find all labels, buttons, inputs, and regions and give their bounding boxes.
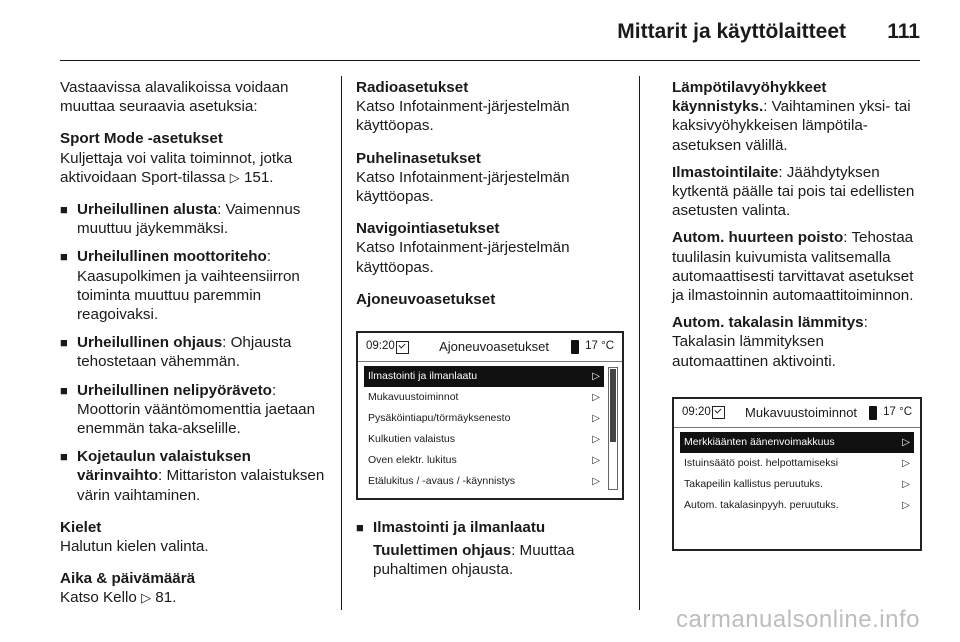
settings-menu [358,362,610,498]
bullet-text: : Mittariston valaistuksen värin vaihtaminen. [77,467,325,504]
sport-heading: Sport Mode -asetukset [60,130,223,148]
setting-item [672,78,922,155]
watermark: carmanualsonline.info [676,606,920,633]
chevron-right-icon: ▷ [592,412,600,424]
menu-item-label: Etälukitus / -avaus / -käynnistys [368,474,516,487]
chevron-right-icon: ▷ [902,436,910,448]
list-item [60,200,328,238]
navi-text: Katso Infotainment-järjestelmän käyttöopas. [356,239,570,276]
setting-label: Autom. huurteen poisto [672,229,844,247]
setting-label: Autom. takalasin lämmitys [672,314,864,332]
menu-item[interactable] [680,453,914,474]
phone-icon [571,340,579,354]
intro-text: Vastaavissa alavalikoissa voidaan muuttaa seuraavia asetuksia: [60,79,289,116]
setting-text: : Jäähdytyksen kytkentä päälle tai pois tai edellisten asetusten valinta. [672,163,915,220]
chevron-right-icon: ▷ [902,499,910,511]
column-divider-1 [341,76,342,610]
check-icon [712,406,725,419]
kielet-text: Halutun kielen valinta. [60,538,209,556]
screen-status-bar [358,333,622,362]
list-item [60,381,328,439]
bullet-label: Urheilullinen ohjaus [77,334,223,352]
setting-text: : Takalasin lämmityksen automaattinen aktivointi. [672,314,868,370]
menu-item-label: Istuinsäätö poist. helpottamiseksi [684,456,839,469]
sport-text: Kuljettaja voi valita toiminnot, jotka aktivoidaan Sport-tilassa [60,149,293,186]
menu-item[interactable] [364,408,604,429]
menu-item[interactable] [364,429,604,450]
setting-text: : Tehostaa tuulilasin kuivumista valitsemalla automaattisesti tarvittavat asetukset ja ilmastoinnin automaattitoiminnon. [672,229,914,305]
radio-heading: Radioasetukset [356,79,469,96]
list-item [356,518,624,537]
menu-item[interactable] [364,450,604,471]
display-screen [356,331,624,500]
list-item [60,333,328,371]
vehicle-settings-screenshot [356,331,624,500]
aika-ref: 81. [155,589,177,607]
sub-item-text: : Muuttaa puhaltimen ohjausta. [373,542,575,579]
ajo-section [356,290,624,309]
setting-item [672,313,922,371]
menu-item[interactable] [680,474,914,495]
screen-title: Ajoneuvoasetukset [439,339,549,355]
scroll-thumb[interactable] [610,369,616,442]
puhelin-heading: Puhelinasetukset [356,149,481,167]
page-header [0,0,960,60]
menu-item-label: Merkkiäänten äänenvoimakkuus [684,435,835,448]
bullet-text: : Ohjausta tehostetaan vähemmän. [77,334,292,371]
setting-item [672,228,922,305]
clock: 09:20 [682,406,711,419]
setting-label: Lämpötilavyöhykkeet käynnistyks. [672,79,827,116]
screen-title: Mukavuustoiminnot [745,405,858,421]
chevron-right-icon: ▷ [592,370,600,382]
bullet-label: Urheilullinen alusta [77,201,218,219]
ajo-heading: Ajoneuvoasetukset [356,290,496,308]
temperature: 17 °C [883,406,912,419]
page-title: Mittarit ja käyttölaitteet [617,20,846,43]
menu-item[interactable] [364,366,604,387]
comfort-settings-screenshot [672,397,922,551]
sport-ref: 151. [243,168,274,186]
arrow-ref-icon: ▷ [229,169,240,185]
column-3 [672,78,922,569]
chevron-right-icon: ▷ [592,391,600,403]
radio-text: Katso Infotainment-järjestelmän käyttöopas. [356,98,570,135]
menu-item-label: Takapeilin kallistus peruutuks. [684,477,823,490]
list-item [60,447,328,505]
menu-item-label: Autom. takalasinpyyh. peruutuks. [684,498,839,511]
settings-menu [674,428,920,522]
column-1 [60,78,328,621]
radio-section [356,78,624,136]
column-2 [356,78,624,580]
puhelin-section [356,149,624,207]
bullet-text: : Vaimennus muuttuu jäykemmäksi. [77,201,301,238]
bullet-label: Urheilullinen nelipyöräveto [77,381,272,399]
sub-item [356,541,624,579]
clock: 09:20 [366,340,395,353]
aika-section [60,569,328,607]
scrollbar[interactable] [608,367,618,490]
chevron-right-icon: ▷ [592,454,600,466]
bullet-text: : Kaasupolkimen ja vaihteensiirron toiminta muuttuu paremmin reagoivaksi. [77,248,300,324]
menu-item-label: Ilmastointi ja ilmanlaatu [368,369,478,382]
chevron-right-icon: ▷ [902,478,910,490]
setting-text: : Vaihtaminen yksi- tai kaksivyöhykkeisen lämpötila-asetuksen välillä. [672,98,911,154]
list-item [60,247,328,324]
sport-section [60,129,328,187]
menu-item[interactable] [680,495,914,516]
puhelin-text: Katso Infotainment-järjestelmän käyttöopas. [356,168,570,206]
bullet-label: Urheilullinen moottoriteho [77,248,267,266]
navi-heading: Navigointiasetukset [356,220,500,238]
navi-section [356,219,624,277]
sub-item-label: Tuulettimen ohjaus [373,542,512,560]
menu-item[interactable] [364,387,604,408]
column-divider-2 [639,76,640,610]
menu-item-label: Pysäköintiapu/törmäyksenesto [368,411,511,424]
chevron-right-icon: ▷ [902,457,910,469]
header-divider [60,60,920,61]
menu-item-label: Mukavuustoiminnot [368,390,459,403]
bullet-label: Ilmastointi ja ilmanlaatu [373,519,546,537]
bullet-label: Kojetaulun valaistuksen värinvaihto [77,448,251,485]
check-icon [396,341,409,354]
kielet-heading: Kielet [60,518,102,536]
menu-item[interactable] [364,471,604,492]
page-number: 111 [887,20,920,43]
setting-label: Ilmastointilaite [672,163,779,181]
aika-text: Katso Kello [60,589,137,607]
kielet-section [60,518,328,556]
aika-heading: Aika & päivämäärä [60,570,196,588]
chevron-right-icon: ▷ [592,433,600,445]
menu-item-label: Kulkutien valaistus [368,432,455,445]
phone-icon [869,406,877,420]
display-screen [672,397,922,551]
arrow-ref-icon: ▷ [141,590,152,606]
temperature: 17 °C [585,340,614,353]
menu-item-label: Oven elektr. lukitus [368,453,457,466]
screen-status-bar [674,399,920,428]
chevron-right-icon: ▷ [592,475,600,487]
bullet-text: : Moottorin vääntömomenttia jaetaan enemmän taka-akselille. [77,381,316,438]
setting-item [672,163,922,221]
menu-item[interactable] [680,432,914,453]
